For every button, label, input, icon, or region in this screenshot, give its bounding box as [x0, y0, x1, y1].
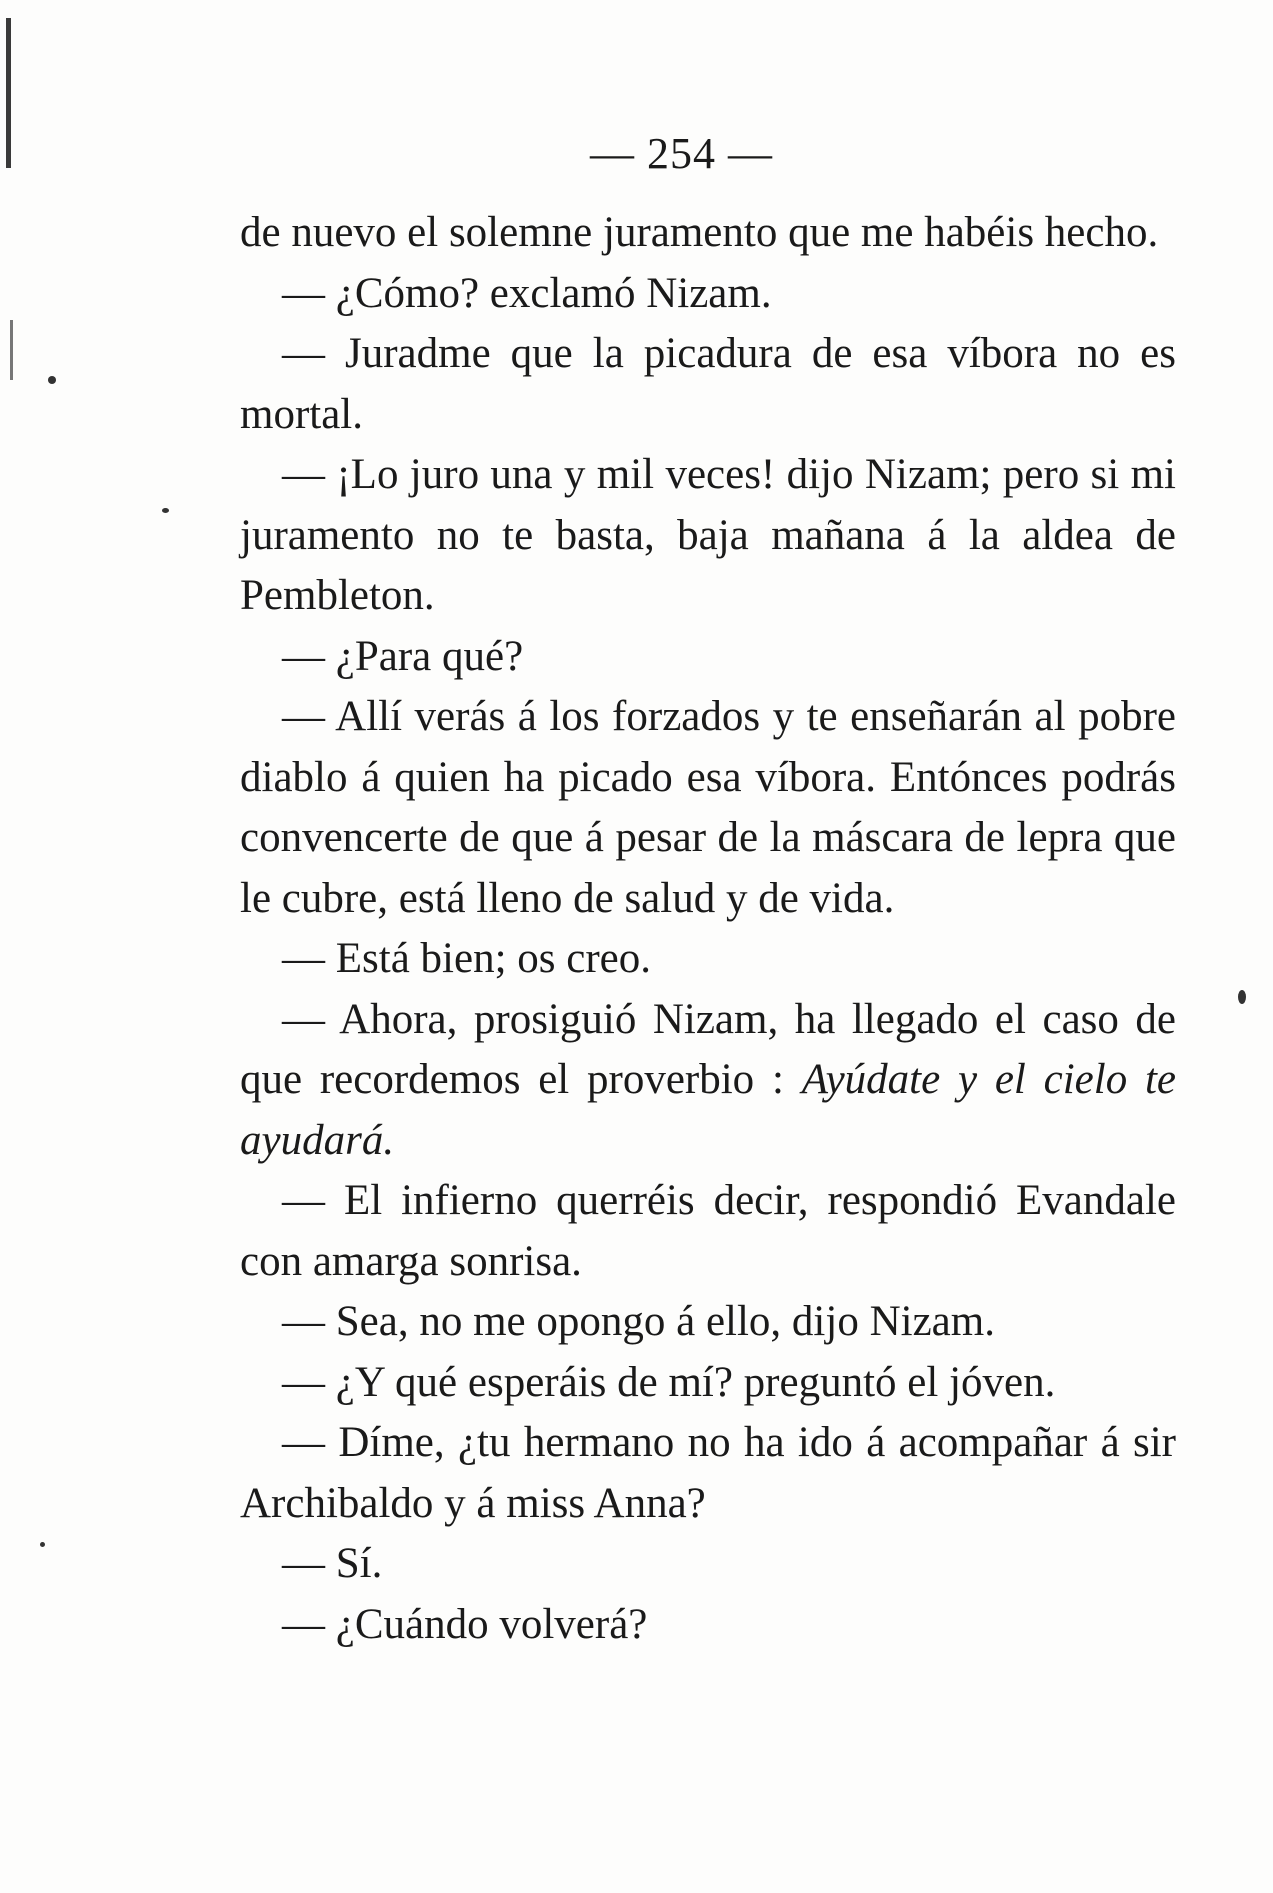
paragraph: — Allí verás á los forzados y te enseñarán al pobre diablo á quien ha picado esa víbora. Entónces podrás convencerte de que á pesar de la máscara de lepra que le cubre, está lleno de salud y de vida. [240, 693, 1176, 922]
paragraph: — El infierno querréis decir, respondió Evandale con amarga sonrisa. [240, 1177, 1176, 1285]
paragraph [240, 990, 1176, 1172]
paragraph: — ¿Para qué? [282, 632, 524, 680]
page-number: — 254 — [590, 129, 773, 178]
paragraph: — Díme, ¿tu hermano no ha ido á acompañar á sir Archibaldo y á miss Anna? [240, 1419, 1176, 1527]
paragraph: — ¡Lo juro una y mil veces! dijo Nizam; pero si mi juramento no te basta, baja mañana á la aldea de Pembleton. [240, 451, 1176, 619]
scan-speck [162, 508, 169, 513]
paragraph: de nuevo el solemne juramento que me habéis hecho. [240, 209, 1159, 256]
paragraph-text: — Ahora, prosiguió Nizam, ha llegado el caso de que recordemos el proverbio : [240, 995, 1176, 1103]
paragraph: — ¿Y qué esperáis de mí? preguntó el jóven. [282, 1358, 1056, 1406]
paragraph: — ¿Cuándo volverá? [282, 1600, 648, 1648]
paragraph: — Sea, no me opongo á ello, dijo Nizam. [282, 1298, 995, 1345]
scan-speck [48, 376, 56, 384]
paragraph: — Está bien; os creo. [282, 935, 651, 982]
paragraph: — Sí. [282, 1540, 383, 1587]
page-body [240, 203, 1176, 1655]
proverb-italic: Ayúdate y el cielo te ayudará. [240, 1056, 1177, 1164]
scan-speck [1238, 990, 1246, 1004]
paragraph: — Juradme que la picadura de esa víbora no es mortal. [240, 330, 1176, 438]
scan-speck [40, 1542, 45, 1547]
scan-edge-mark [10, 320, 13, 380]
paragraph: — ¿Cómo? exclamó Nizam. [282, 269, 772, 317]
